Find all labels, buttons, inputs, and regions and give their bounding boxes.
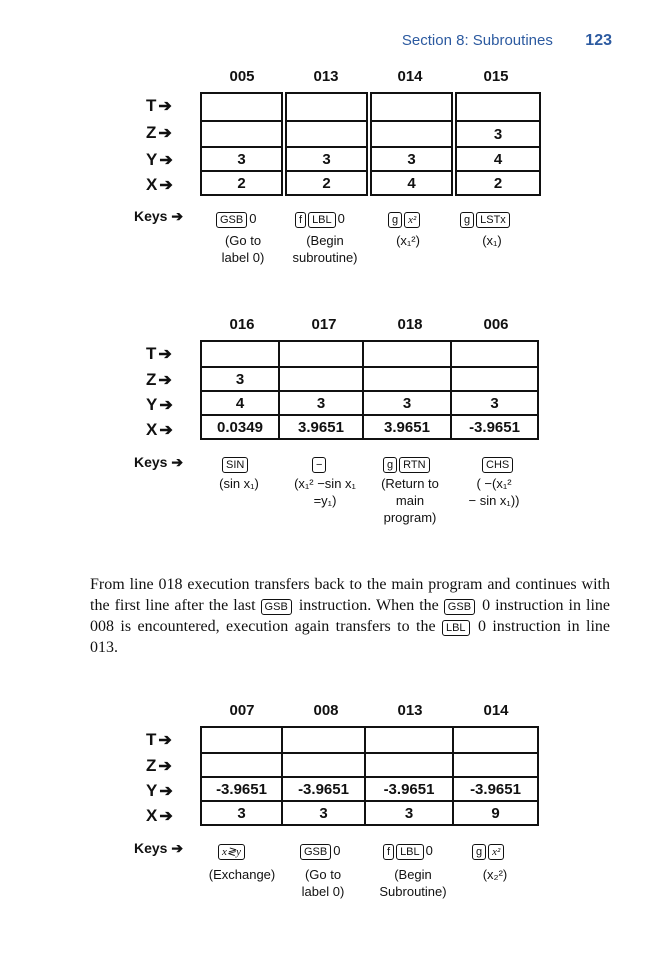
register-label-z: Z ➔ (146, 123, 172, 142)
keystroke: g x² (388, 211, 422, 228)
register-label-t: T ➔ (146, 730, 172, 749)
cell-y: -3.9651 (200, 776, 283, 802)
page-header (0, 32, 612, 50)
cell-t (285, 92, 368, 122)
cell-x: 9 (452, 800, 539, 826)
key-description: (Begin Subroutine) (379, 867, 447, 899)
keys-label: Keys ➔ (134, 208, 184, 224)
step-number: 013 (313, 68, 339, 85)
cell-t (452, 726, 539, 754)
cell-y: 3 (362, 390, 452, 416)
body-paragraph: From line 018 execution transfers back to the main program and continues with the first line after the last GSB instruction. When the GSB 0 instruction in line 008 is encountered, execution again transfers to the LBL 0 instruction in line 013. (90, 576, 611, 656)
cell-z (278, 366, 364, 392)
keystroke: g x² (472, 843, 506, 860)
keystroke: x≷y (218, 843, 247, 860)
cell-t (278, 340, 364, 368)
keys-label: Keys ➔ (134, 840, 184, 856)
cell-x: 3.9651 (362, 414, 452, 440)
register-label-y: Y ➔ (146, 150, 173, 169)
cell-z (450, 366, 539, 392)
key-description: ( −(x₁² − sin x₁)) (468, 476, 520, 508)
step-number: 016 (229, 316, 255, 333)
step-number: 014 (483, 702, 509, 719)
cell-x: -3.9651 (450, 414, 539, 440)
cell-z (370, 120, 453, 148)
cell-x: 2 (200, 170, 283, 196)
cell-z: 3 (455, 120, 541, 148)
keystroke: g RTN (383, 456, 432, 473)
key-description: (x₁²) (396, 233, 420, 248)
step-number: 006 (483, 316, 509, 333)
cell-z (364, 752, 454, 778)
section-title: Section 8: Subroutines (401, 32, 553, 49)
stack-diagram-3 (0, 696, 666, 956)
register-label-x: X ➔ (146, 806, 173, 825)
cell-y: 4 (455, 146, 541, 172)
keystroke: − (312, 456, 328, 473)
keystroke: f LBL 0 (383, 843, 433, 860)
keystroke: GSB 0 (216, 211, 256, 228)
register-label-t: T ➔ (146, 96, 172, 115)
key-description: (x₁) (482, 233, 502, 248)
cell-y: -3.9651 (364, 776, 454, 802)
key-description: (Return to main program) (381, 476, 439, 525)
keystroke: GSB 0 (300, 843, 340, 860)
cell-z (200, 120, 283, 148)
cell-t (200, 92, 283, 122)
stack-grid (200, 92, 541, 196)
keystroke: CHS (482, 456, 515, 473)
key-description: (Exchange) (208, 867, 276, 882)
cell-t (200, 340, 280, 368)
cell-t (281, 726, 366, 754)
key-description: (sin x₁) (219, 476, 259, 491)
cell-x: 3 (281, 800, 366, 826)
cell-x: 3 (364, 800, 454, 826)
cell-z (200, 752, 283, 778)
stack-diagram-1 (0, 62, 666, 322)
key-description: (Go to label 0) (221, 233, 265, 265)
cell-y: -3.9651 (281, 776, 366, 802)
cell-x: 2 (285, 170, 368, 196)
stack-grid (200, 726, 541, 830)
register-label-x: X ➔ (146, 175, 173, 194)
step-number: 005 (229, 68, 255, 85)
cell-y: -3.9651 (452, 776, 539, 802)
cell-z: 3 (200, 366, 280, 392)
register-label-y: Y ➔ (146, 781, 173, 800)
cell-z (281, 752, 366, 778)
register-label-z: Z ➔ (146, 370, 172, 389)
cell-x: 3.9651 (278, 414, 364, 440)
cell-t (364, 726, 454, 754)
gsb-key: GSB (261, 599, 292, 615)
cell-x: 4 (370, 170, 453, 196)
gsb-key: GSB (444, 599, 475, 615)
step-number: 014 (397, 68, 423, 85)
keystroke: SIN (222, 456, 250, 473)
key-description: (Go to label 0) (301, 867, 345, 899)
cell-z (362, 366, 452, 392)
step-number: 018 (397, 316, 423, 333)
step-number: 017 (311, 316, 337, 333)
keys-label: Keys ➔ (134, 454, 184, 470)
cell-y: 4 (200, 390, 280, 416)
cell-x: 0.0349 (200, 414, 280, 440)
cell-z (285, 120, 368, 148)
cell-t (362, 340, 452, 368)
register-label-x: X ➔ (146, 420, 173, 439)
step-number: 013 (397, 702, 423, 719)
cell-y: 3 (370, 146, 453, 172)
key-description: (x₂²) (482, 867, 508, 882)
cell-t (450, 340, 539, 368)
lbl-key: LBL (442, 620, 470, 636)
step-number: 007 (229, 702, 255, 719)
keystroke: g LSTx (460, 211, 512, 228)
cell-t (455, 92, 541, 122)
cell-t (370, 92, 453, 122)
step-number: 008 (313, 702, 339, 719)
cell-x: 2 (455, 170, 541, 196)
register-label-y: Y ➔ (146, 395, 173, 414)
register-label-t: T ➔ (146, 344, 172, 363)
key-description: (Begin subroutine) (292, 233, 358, 265)
cell-x: 3 (200, 800, 283, 826)
stack-diagram-2 (0, 310, 666, 570)
keystroke: f LBL 0 (295, 211, 345, 228)
key-description: (x₁² −sin x₁ =y₁) (294, 476, 356, 508)
step-number: 015 (483, 68, 509, 85)
register-label-z: Z ➔ (146, 756, 172, 775)
cell-y: 3 (278, 390, 364, 416)
cell-z (452, 752, 539, 778)
cell-t (200, 726, 283, 754)
stack-grid (200, 340, 541, 444)
page-number: 123 (585, 32, 612, 49)
cell-y: 3 (200, 146, 283, 172)
cell-y: 3 (450, 390, 539, 416)
cell-y: 3 (285, 146, 368, 172)
